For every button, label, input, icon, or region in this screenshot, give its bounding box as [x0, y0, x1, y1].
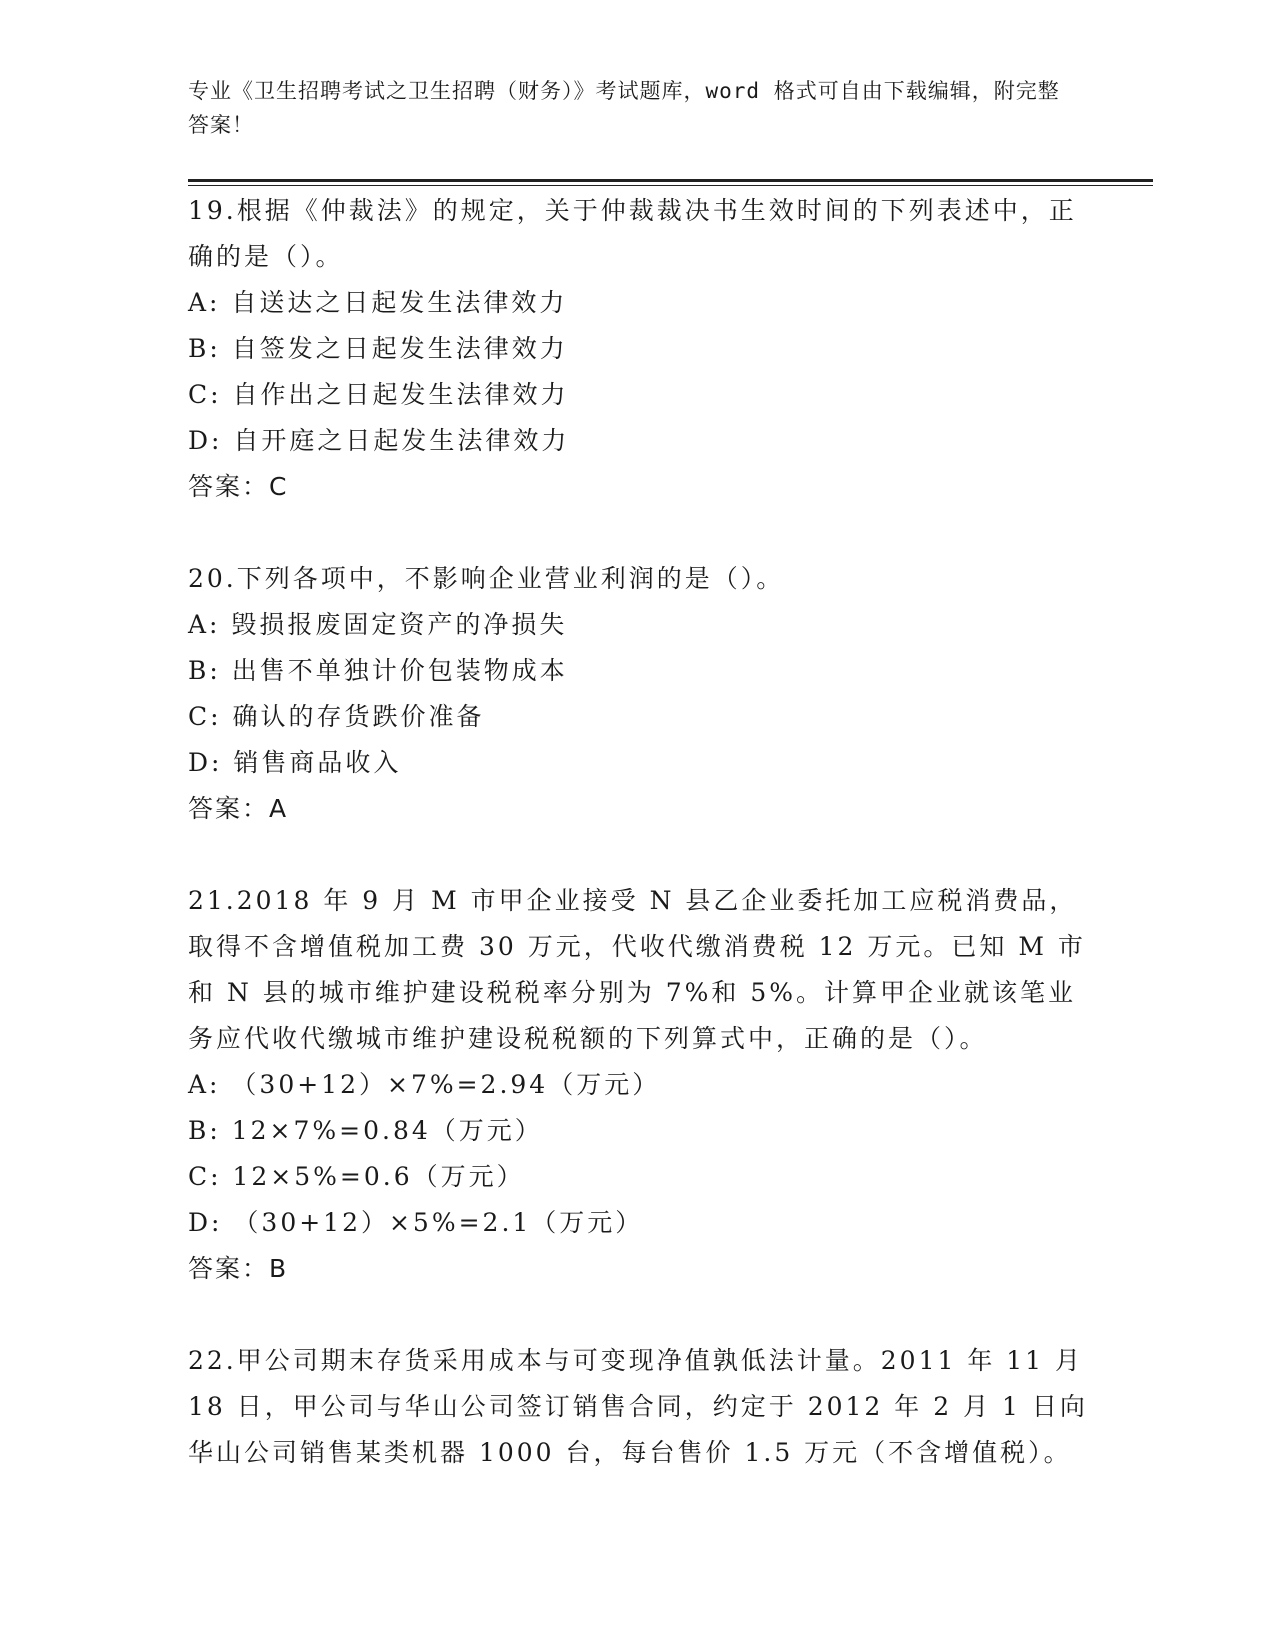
question-stem: 20.下列各项中，不影响企业营业利润的是（）。: [188, 564, 785, 593]
option-a: A: 毁损报废固定资产的净损失: [188, 610, 568, 639]
option-c: C: 确认的存货跌价准备: [188, 702, 485, 731]
header-divider-thin: [188, 185, 1153, 186]
option-d: D: 销售商品收入: [188, 748, 402, 777]
question-list: [188, 188, 1088, 1476]
answer: 答案：B: [188, 1254, 289, 1283]
option-d: D: 自开庭之日起发生法律效力: [188, 426, 570, 455]
option-c: C: 12×5%=0.6（万元）: [188, 1162, 525, 1191]
option-a: A: （30+12）×7%=2.94（万元）: [188, 1070, 661, 1099]
question-stem: 22.甲公司期末存货采用成本与可变现净值孰低法计量。2011 年 11 月 18 日，甲公司与华山公司签订销售合同，约定于 2012 年 2 月 1 日向华山公司销售某类机器 1000 台，每台售价 1.5 万元（不含增值税）。: [188, 1346, 1088, 1467]
answer: 答案：C: [188, 472, 289, 501]
question-21: [188, 878, 1088, 1292]
option-b: B: 出售不单独计价包装物成本: [188, 656, 568, 685]
question-20: [188, 556, 1088, 832]
question-22: [188, 1338, 1088, 1476]
option-b: B: 12×7%=0.84（万元）: [188, 1116, 543, 1145]
spacer: [188, 510, 1088, 556]
spacer: [188, 1292, 1088, 1338]
answer: 答案：A: [188, 794, 289, 823]
header-divider-thick: [188, 179, 1153, 182]
question-stem: 21.2018 年 9 月 M 市甲企业接受 N 县乙企业委托加工应税消费品，取得不含增值税加工费 30 万元，代收代缴消费税 12 万元。已知 M 市和 N 县的城市维护建设税税率分别为 7%和 5%。计算甲企业就该笔业务应代收代缴城市维护建设税税额的下列算式中，正确的是（）。: [188, 886, 1086, 1053]
header-note: 专业《卫生招聘考试之卫生招聘（财务）》考试题库，word 格式可自由下载编辑，附完整答案！: [188, 79, 1060, 137]
option-a: A: 自送达之日起发生法律效力: [188, 288, 568, 317]
question-stem: 19.根据《仲裁法》的规定，关于仲裁裁决书生效时间的下列表述中，正确的是（）。: [188, 196, 1077, 271]
option-b: B: 自签发之日起发生法律效力: [188, 334, 568, 363]
option-c: C: 自作出之日起发生法律效力: [188, 380, 569, 409]
spacer: [188, 832, 1088, 878]
option-d: D: （30+12）×5%=2.1（万元）: [188, 1208, 644, 1237]
question-19: [188, 188, 1088, 510]
